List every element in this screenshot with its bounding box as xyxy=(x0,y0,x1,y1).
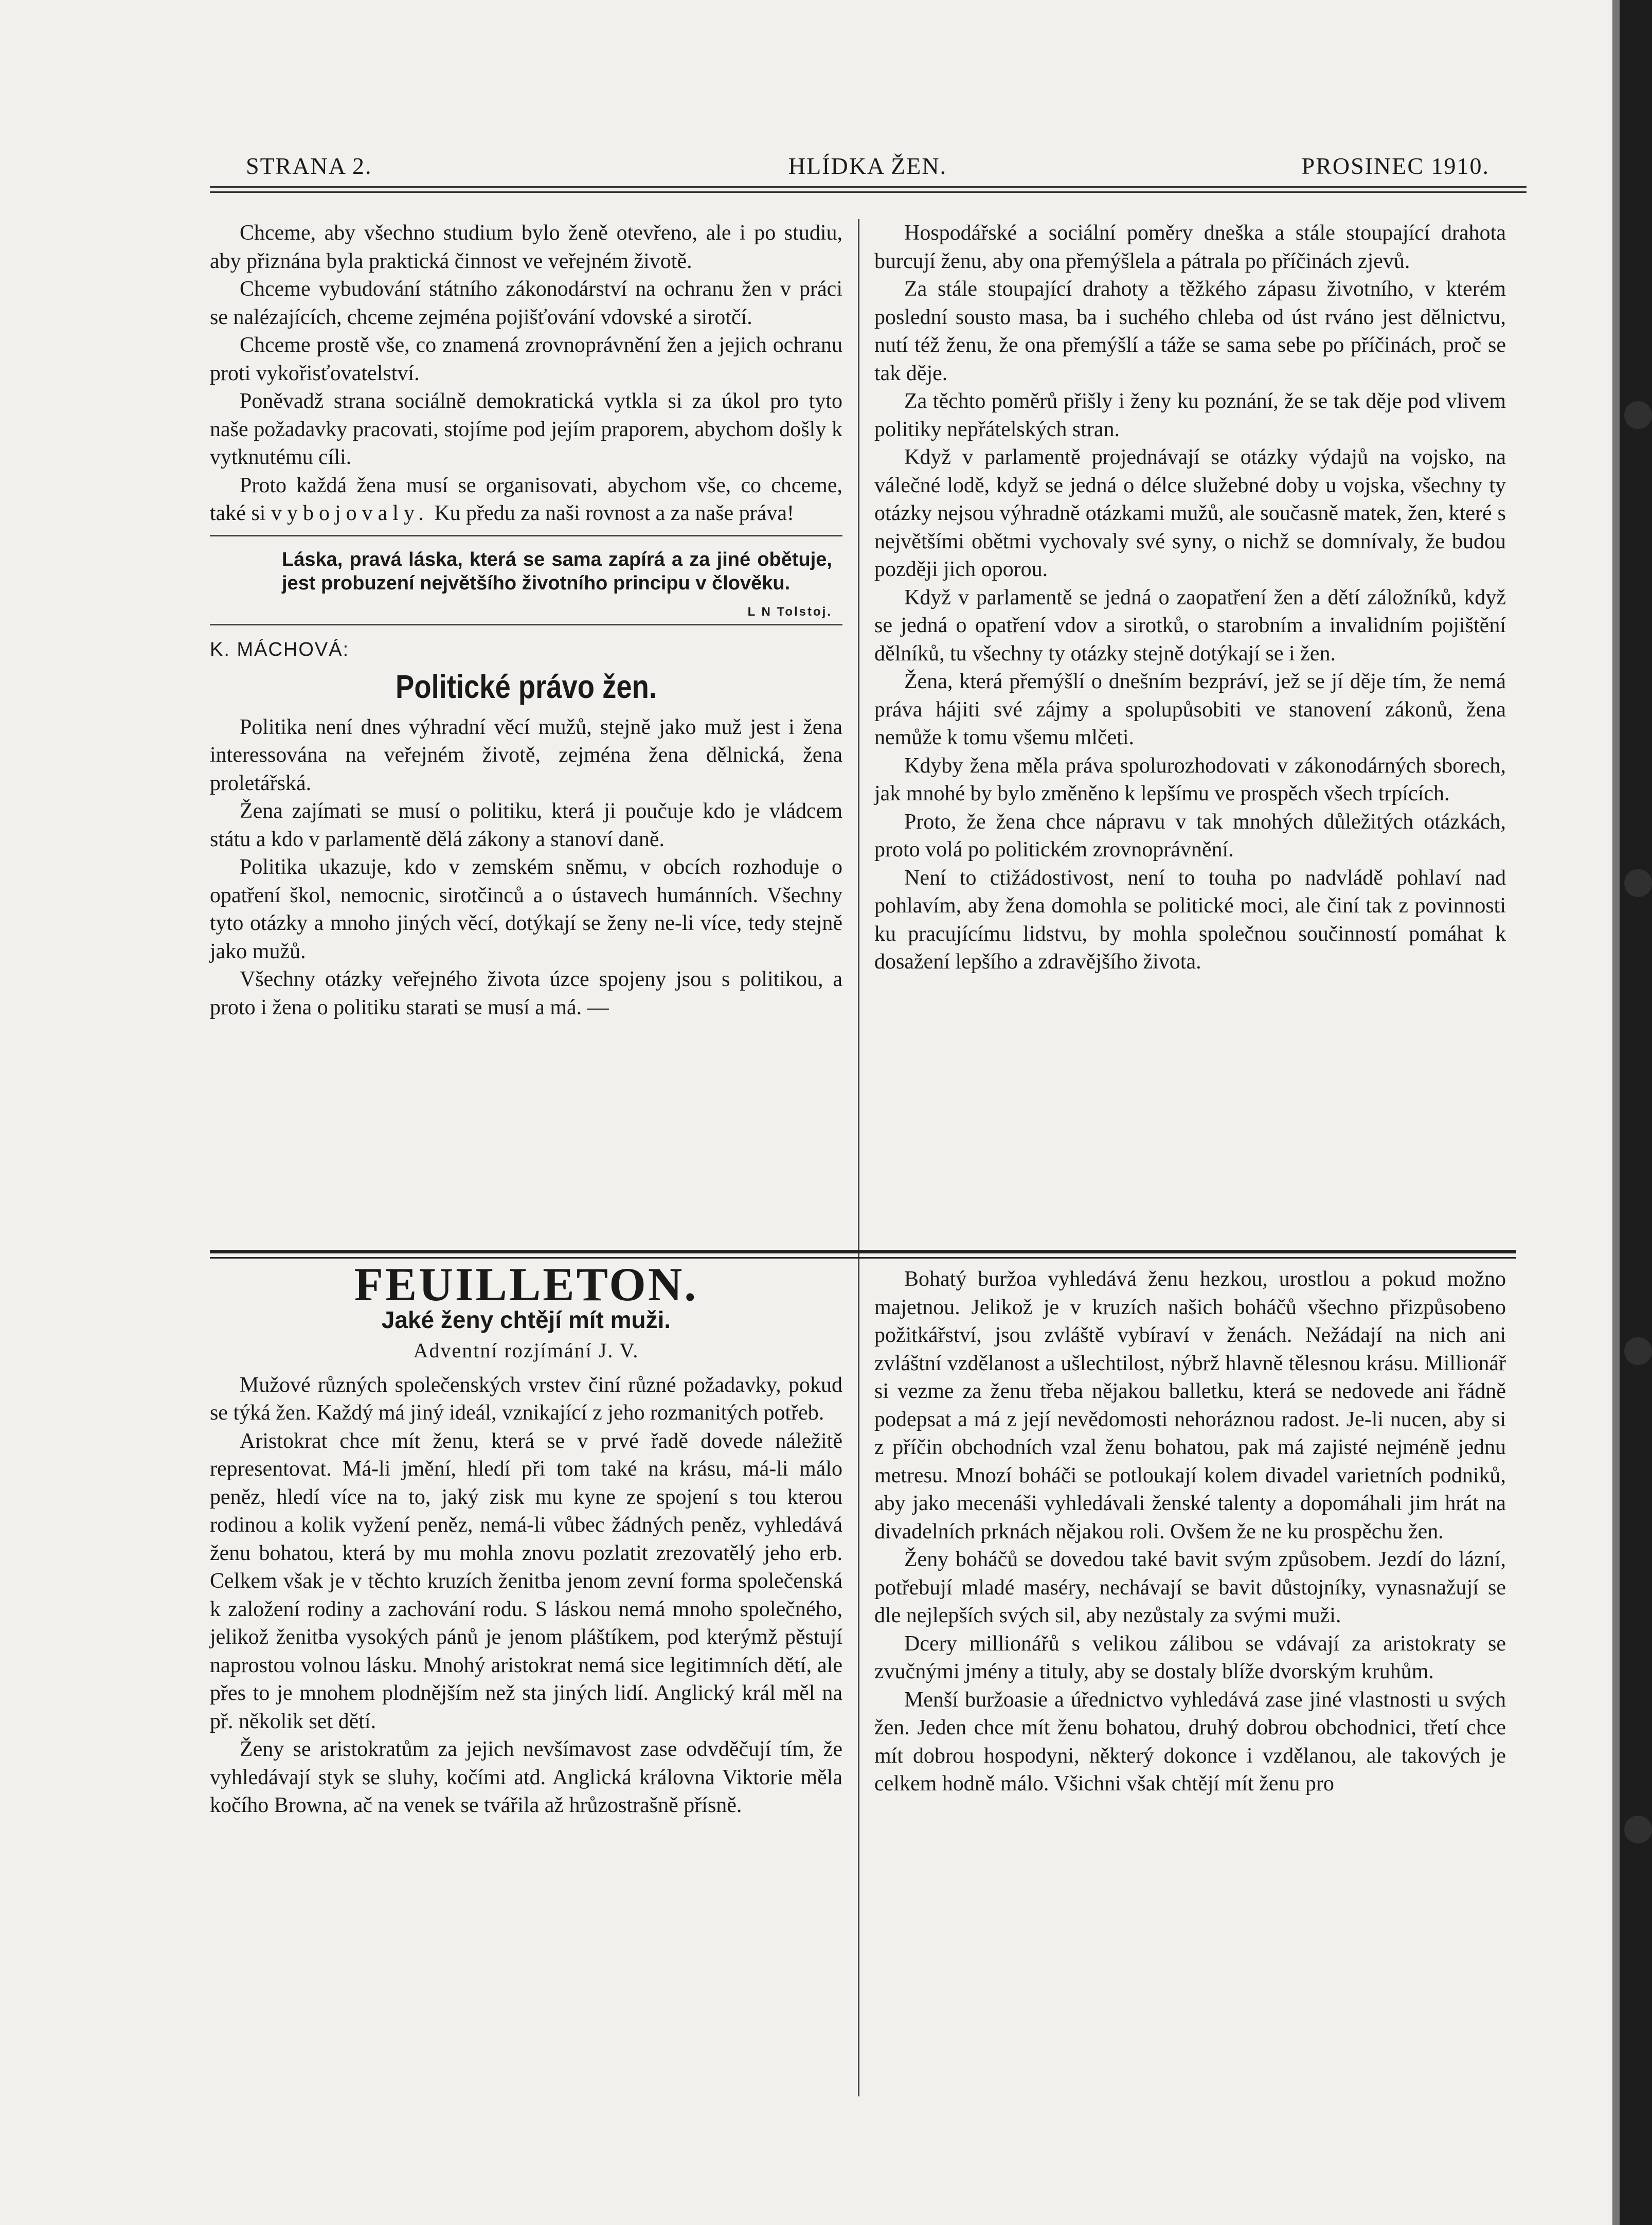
paragraph: Hospodářské a sociální poměry dneška a stále stoupající drahota burcují ženu, aby ona přemýšlela a pátrala po příčinách zjevů. xyxy=(874,221,1506,273)
quote-text: Láska, pravá láska, která se sama zapírá a za jiné obětuje, jest probuzení největšího životního principu v člověku. xyxy=(282,548,832,594)
paragraph: Dcery millionářů s velikou zálibou se vdávají za aristokraty se zvučnými jmény a tituly, aby se dostaly blíže dvorským kruhům. xyxy=(874,1631,1506,1683)
quote-author: L N Tolstoj. xyxy=(747,604,832,619)
feuilleton-right-column xyxy=(874,1265,1506,1798)
feuilleton-left-column xyxy=(210,1258,842,1820)
paragraph: Ženy se aristokratům za jejich nevšímavost zase odvděčují tím, že vyhledávají styk se sluhy, kočími atd. Anglická královna Viktorie měla kočího Browna, ač na venek se tvářila až hrůzostrašně přísně. xyxy=(210,1737,842,1817)
article-title: Politické právo žen. xyxy=(396,668,657,705)
paragraph xyxy=(210,472,842,528)
paragraph: Chceme vybudování státního zákonodárství na ochranu žen v práci se nalézajících, chceme zejména pojišťování vdovské a sirotčí. xyxy=(210,277,842,329)
text-run: Proto každá žena musí se organisovati, abychom vše, co chceme, také si xyxy=(210,473,842,525)
paragraph: Žena zajímati se musí o politiku, která ji poučuje kdo je vládcem státu a kdo v parlamentě dělá zákony a stanoví daně. xyxy=(210,799,842,851)
header-rule xyxy=(210,191,1527,193)
paragraph: Všechny otázky veřejného života úzce spojeny jsou s politikou, a proto i žena o politiku starati se musí a má. — xyxy=(210,967,842,1019)
paragraph: Za stále stoupající drahoty a těžkého zápasu životního, v kterém poslední sousto masa, ba i suchého chleba od úst rváno jest dělnictvu, nutí též ženu, že ona přemýšlí a táže se sama sebe po příčinách, proč se tak děje. xyxy=(874,277,1506,385)
paragraph: Ženy boháčů se dovedou také bavit svým způsobem. Jezdí do lázní, potřebují mladé maséry, nechávají se bavit důstojníky, vynasnažují se dle nejlepších svých sil, aby nezůstaly za svými muži. xyxy=(874,1548,1506,1627)
column-divider xyxy=(858,219,859,2096)
paragraph: Chceme, aby všechno studium bylo ženě otevřeno, ale i po studiu, aby přiznána byla praktická činnost ve veřejném životě. xyxy=(210,221,842,273)
feuilleton-subtitle: Jaké ženy chtějí mít muži. xyxy=(381,1306,671,1333)
header-rule xyxy=(210,186,1527,188)
paragraph: Když v parlamentě se jedná o zaopatření žen a dětí záložníků, když se jedná o opatření vdov a sirotků, o starobním a invalidním pojištění dělníků, tu všechny ty otázky stejně dotýkají se i žen. xyxy=(874,585,1506,666)
tolstoy-quote xyxy=(210,545,842,619)
paragraph: Za těchto poměrů přišly i ženy ku poznání, že se tak děje pod vlivem politiky nepřátelských stran. xyxy=(874,389,1506,441)
right-column-top xyxy=(874,219,1506,976)
page-header xyxy=(246,152,1489,183)
paragraph: Aristokrat chce mít ženu, která se v prvé řadě dovede náležitě representovat. Má-li jmění, hledí při tom také na krásu, má-li málo peněz, hledí více na to, jaký zisk mu kyne ze spojení s tou kterou rodinou a kolik vyžení peněz, nemá-li vůbec žádných peněz, vyhledává ženu bohatou, která by mu mohla znovu pozlatit zrezovatělý jeho erb. Celkem však je v těchto kruzích ženitba jenom zevní forma společenská k založení rodiny a zachování rodu. S láskou nemá mnoho společného, jelikož ženitba vysokých pánů je jenom pláštíkem, pod kterýmž pěstují naprostou volnou lásku. Mnohý aristokrat nemá sice legitimních dětí, ale přes to je mnohem plodnějším než sta jiných lidí. Anglický král měl na př. několik set dětí. xyxy=(210,1429,842,1733)
paragraph: Bohatý buržoa vyhledává ženu hezkou, urostlou a pokud možno majetnou. Jelikož je v kruzích našich boháčů všechno přizpůsobeno požitkářství, jsou zvláště vybíraví v ženách. Nežádají na nich ani zvláštní vzdělanost a ušlechtilost, nýbrž hlavně tělesnou krásu. Millionář si vezme za ženu třeba nějakou balletku, která se nedovede ani řádně podepsat a má z její nevědomosti nehoráznou radost. Je-li nucen, aby si z příčin obchodních vzal ženu bohatou, pak má zajisté nejméně jednu metresu. Mnozí boháči se potloukají kolem divadel varietních podniků, aby jako mecenáši vyhledávali ženské talenty a dopomáhali jim hrát na divadelních prknách nějakou roli. Ovšem že ne ku prospěchu žen. xyxy=(874,1267,1506,1544)
newspaper-title: HLÍDKA ŽEN. xyxy=(788,153,947,179)
section-rule xyxy=(210,624,842,625)
text-run: Ku předu za naši rovnost a za naše práva! xyxy=(434,501,794,525)
paragraph: Proto, že žena chce nápravu v tak mnohých důležitých otázkách, proto volá po politickém zrovnoprávnění. xyxy=(874,810,1506,862)
paragraph: Politika není dnes výhradní věcí mužů, stejně jako muž jest i žena interessována na veřejném životě, zejména žena dělnická, žena proletářská. xyxy=(210,715,842,795)
scan-binding-edge xyxy=(1612,0,1652,2225)
paragraph: Když v parlamentě projednávají se otázky výdajů na vojsko, na válečné lodě, když se jedná o délce služebné doby u vojska, všechny ty otázky nejsou výhradně otázkami mužů, ale současně matek, žen, které s největšími obětmi vychovaly své syny, o nichž se domnívaly, že budou později jich oporou. xyxy=(874,445,1506,581)
emphasized-word: vybojovaly. xyxy=(271,501,429,525)
article-byline: K. MÁCHOVÁ: xyxy=(210,638,350,660)
paragraph: Poněvadž strana sociálně demokratická vytkla si za úkol pro tyto naše požadavky pracovati, stojíme pod jejím praporem, abychom došly k vytknutému cíli. xyxy=(210,389,842,469)
paragraph: Mužové různých společenských vrstev činí různé požadavky, pokud se týká žen. Každý má jiný ideál, vznikající z jeho rozmanitých potřeb. xyxy=(210,1373,842,1425)
binding-hole xyxy=(1624,1337,1652,1365)
paragraph: Není to ctižádostivost, není to touha po nadvládě pohlaví nad pohlavím, aby žena domohla se politické moci, ale činí tak z povinnosti ku pracujícímu lidstvu, by mohla společnou součinností pomáhat k dosažení lepšího a zdravějšího života. xyxy=(874,866,1506,974)
binding-hole xyxy=(1624,1816,1652,1843)
page-number: STRANA 2. xyxy=(246,153,372,179)
paragraph: Žena, která přemýšlí o dnešním bezpráví, jež se jí děje tím, že nemá práva hájiti své zájmy a spolupůsobiti ve stanovení zákonů, žena nemůže k tomu všemu mlčeti. xyxy=(874,670,1506,749)
feuilleton-rule xyxy=(210,1250,1516,1253)
paragraph: Menší buržoasie a úřednictvo vyhledává zase jiné vlastnosti u svých žen. Jeden chce mít ženu bohatou, druhý dobrou obchodnici, třetí chce mít dobrou hospodyni, některý dokonce i vzdělanou, ale takových je celkem hodně málo. Všichni však chtějí mít ženu pro xyxy=(874,1688,1506,1796)
paragraph: Chceme prostě vše, co znamená zrovnoprávnění žen a jejich ochranu proti vykořisťovatelství. xyxy=(210,333,842,385)
binding-hole xyxy=(1624,869,1652,897)
issue-date: PROSINEC 1910. xyxy=(1301,153,1489,179)
left-column-top xyxy=(210,219,842,1021)
paragraph: Kdyby žena měla práva spolurozhodovati v zákonodárných sborech, jak mnohé by bylo změněno k lepšímu ve prospěch všech trpících. xyxy=(874,753,1506,805)
feuilleton-title: FEUILLETON. xyxy=(354,1258,698,1311)
feuilleton-byline: Adventní rozjímání J. V. xyxy=(413,1339,639,1362)
binding-hole xyxy=(1624,401,1652,429)
paragraph: Politika ukazuje, kdo v zemském sněmu, v obcích rozhoduje o opatření škol, nemocnic, sirotčinců a o ústavech humánních. Všechny tyto otázky a mnoho jiných věcí, dotýkají se ženy ne-li více, tedy stejně jako mužů. xyxy=(210,855,842,963)
section-rule xyxy=(210,535,842,536)
